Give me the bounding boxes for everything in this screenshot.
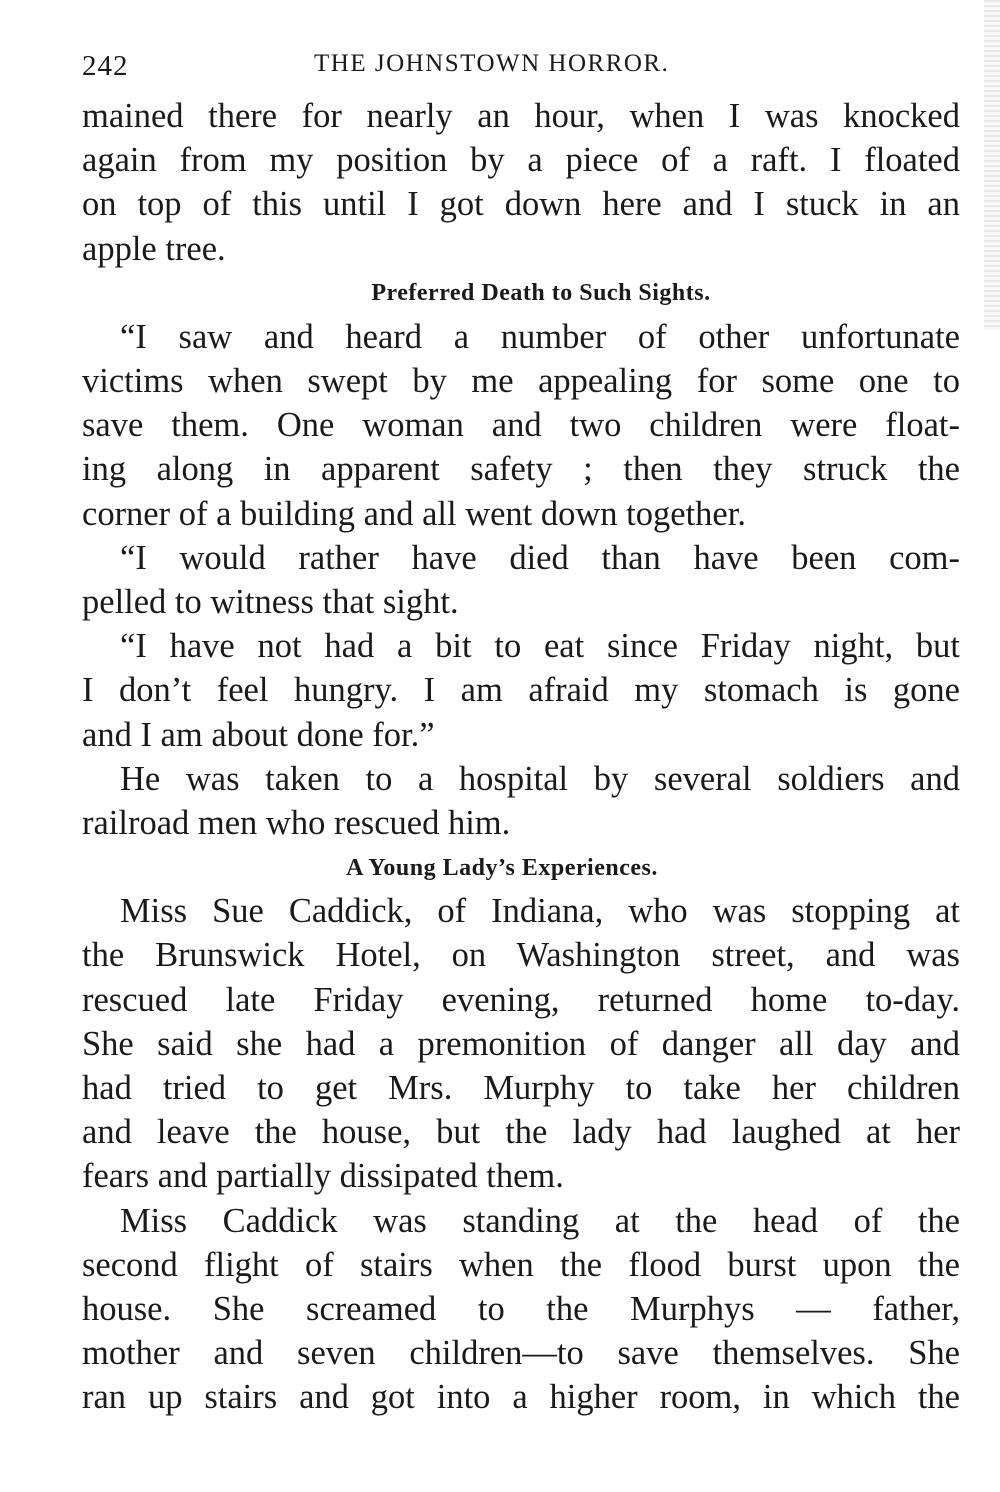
text-line: “I have not had a bit to eat since Friday night, but xyxy=(120,627,960,666)
text-line: I don’t feel hungry. I am afraid my stomach is gone xyxy=(82,671,960,710)
text-line: and I am about done for.” xyxy=(82,715,435,754)
text-line: “I saw and heard a number of other unfortunate xyxy=(120,317,960,356)
text-line: corner of a building and all went down together. xyxy=(82,494,746,533)
text-line: mained there for nearly an hour, when I was knocked xyxy=(82,97,960,135)
page-edge-shadow xyxy=(984,0,1000,330)
text-line: on top of this until I got down here and I stuck in an xyxy=(82,185,960,224)
text-line: the Brunswick Hotel, on Washington street, and was xyxy=(82,936,960,975)
book-page xyxy=(82,42,960,1420)
subheading-young-lady: A Young Lady’s Experiences. xyxy=(346,855,658,882)
text-line: railroad men who rescued him. xyxy=(82,804,511,843)
text-line: She said she had a premonition of danger all day and xyxy=(82,1024,960,1063)
paragraph-saw-and-heard xyxy=(82,315,960,536)
paragraph-sue-caddick xyxy=(82,889,960,1198)
text-line: second flight of stairs when the flood burst upon the xyxy=(82,1245,960,1284)
text-line: Miss Sue Caddick, of Indiana, who was stopping at xyxy=(120,892,960,931)
paragraph-rather-died xyxy=(82,536,960,624)
text-line: rescued late Friday evening, returned home to-day. xyxy=(82,980,960,1019)
subheading-preferred-death: Preferred Death to Such Sights. xyxy=(371,279,711,306)
text-line: apple tree. xyxy=(82,229,226,268)
text-line: ran up stairs and got into a higher room, in which the xyxy=(82,1378,960,1417)
text-line: and leave the house, but the lady had laughed at her xyxy=(82,1113,960,1152)
page-header xyxy=(82,42,960,94)
text-line: mother and seven children—to save themselves. She xyxy=(82,1334,960,1373)
text-line: ing along in apparent safety ; then they struck the xyxy=(82,450,960,489)
text-line: He was taken to a hospital by several soldiers and xyxy=(120,759,960,798)
text-line: had tried to get Mrs. Murphy to take her children xyxy=(82,1069,960,1108)
text-line: fears and partially dissipated them. xyxy=(82,1157,564,1196)
page-number: 242 xyxy=(82,50,129,82)
text-line: victims when swept by me appealing for some one to xyxy=(82,362,960,401)
text-line: Miss Caddick was standing at the head of the xyxy=(120,1201,960,1240)
text-line: house. She screamed to the Murphys — father, xyxy=(82,1290,960,1329)
text-line: again from my position by a piece of a raft. I floated xyxy=(82,141,960,180)
text-line: pelled to witness that sight. xyxy=(82,583,459,622)
paragraph-not-eaten xyxy=(82,624,960,757)
paragraph-caddick-stairs xyxy=(82,1199,960,1420)
paragraph-taken-to-hospital xyxy=(82,757,960,845)
text-line: “I would rather have died than have been com- xyxy=(120,538,960,577)
paragraph-continued xyxy=(82,94,960,271)
text-line: save them. One woman and two children were float- xyxy=(82,406,960,445)
running-title: THE JOHNSTOWN HORROR. xyxy=(314,50,670,77)
